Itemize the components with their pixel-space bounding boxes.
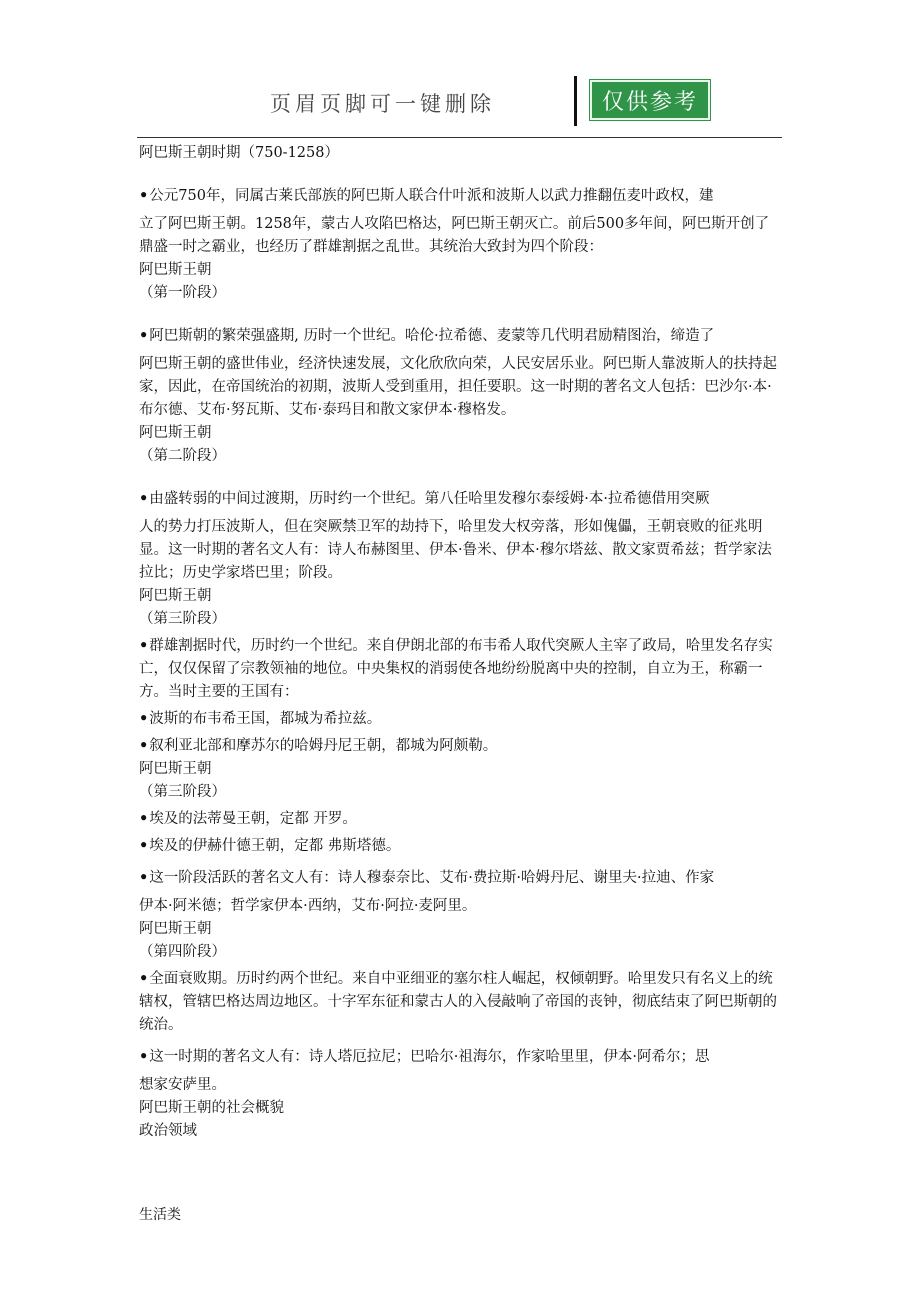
stage4-paragraph: • 全面衰败期。历时约两个世纪。来自中亚细亚的塞尔柱人崛起，权倾朝野。哈里发只有名义上的统辖权，管辖巴格达周边地区。十字军东征和蒙古人的入侵敲响了帝国的丧钟，彻底结束了阿巴斯朝的统治。 xyxy=(139,967,781,1037)
stage2-line1: • 由盛转弱的中间过渡期，历时约一个世纪。第八任哈里发穆尔泰绥姆·本·拉希德借用突厥 xyxy=(139,482,781,516)
kingdom-item: • 埃及的法蒂曼王朝，定都 开罗。 xyxy=(139,807,781,831)
document-title: 阿巴斯王朝时期（750-1258） xyxy=(139,145,339,161)
stage1-rest: 阿巴斯王朝的盛世伟业，经济快速发展，文化欣欣向荣，人民安居乐业。阿巴斯人靠波斯人的扶持起家，因此，在帝国统治的初期，波斯人受到重用，担任要职。这一时期的著名文人包括：巴沙尔·本·布尔德、艾布·努瓦斯、艾布·泰玛目和散文家伊本·穆格发。 xyxy=(139,356,777,418)
stage4-writers-line1: • 这一时期的著名文人有：诗人塔厄拉尼；巴哈尔·祖海尔，作家哈里里，伊本·阿希尔；思 xyxy=(139,1040,781,1074)
stage-label: （第四阶段） xyxy=(139,944,226,960)
section-heading: 阿巴斯王朝 xyxy=(139,262,212,278)
header-rule xyxy=(137,137,782,138)
stage3-writers-line1: • 这一阶段活跃的著名文人有：诗人穆泰奈比、艾布·费拉斯·哈姆丹尼、谢里夫·拉迪、作家 xyxy=(139,861,781,895)
stage-label: （第三阶段） xyxy=(139,784,226,800)
stage-label: （第一阶段） xyxy=(139,285,226,301)
header-divider xyxy=(574,76,577,126)
society-heading: 阿巴斯王朝的社会概貌 xyxy=(139,1100,284,1116)
stage3-writers-rest: 伊本·阿米德；哲学家伊本·西纳，艾布·阿拉·麦阿里。 xyxy=(139,898,477,914)
kingdom-item: • 埃及的伊赫什德王朝，定都 弗斯塔德。 xyxy=(139,834,781,858)
politics-heading: 政治领域 xyxy=(139,1123,197,1139)
stage3-paragraph: • 群雄割据时代，历时约一个世纪。来自伊朗北部的布韦希人取代突厥人主宰了政局，哈里发名存实亡，仅仅保留了宗教领袖的地位。中央集权的消弱使各地纷纷脱离中央的控制，自立为王，称霸一方。当时主要的王国有： xyxy=(139,634,781,704)
stage4-writers-rest: 想家安萨里。 xyxy=(139,1077,226,1093)
stage-label: （第二阶段） xyxy=(139,448,226,464)
stage1-line1: • 阿巴斯朝的繁荣强盛期, 历时一个世纪。哈伦·拉希德、麦蒙等几代明君励精图治，缔造了 xyxy=(139,319,781,353)
footer-category-label: 生活类 xyxy=(139,1207,181,1223)
document-body xyxy=(139,142,781,1143)
intro-rest: 立了阿巴斯王朝。1258年，蒙古人攻陷巴格达，阿巴斯王朝灭亡。前后500多年间，阿巴斯开创了鼎盛一时之霸业，也经历了群雄割据之乱世。其统治大致封为四个阶段： xyxy=(139,216,770,255)
reference-only-badge: 仅供参考 xyxy=(590,80,710,120)
header-watermark-text: 页眉页脚可一键删除 xyxy=(270,92,495,116)
intro-line1: • 公元750年，同属古莱氏部族的阿巴斯人联合什叶派和波斯人以武力推翻伍麦叶政权，建 xyxy=(139,179,781,213)
kingdom-item: • 叙利亚北部和摩苏尔的哈姆丹尼王朝，都城为阿颇勒。 xyxy=(139,734,781,758)
kingdom-item: • 波斯的布韦希王国，都城为希拉兹。 xyxy=(139,707,781,731)
section-heading: 阿巴斯王朝 xyxy=(139,761,212,777)
section-heading: 阿巴斯王朝 xyxy=(139,921,212,937)
stage2-rest: 人的势力打压波斯人，但在突厥禁卫军的劫持下，哈里发大权旁落，形如傀儡，王朝衰败的征兆明显。这一时期的著名文人有：诗人布赫图里、伊本·鲁米、伊本·穆尔塔兹、散文家贾希兹；哲学家法拉比；历史学家塔巴里；阶段。 xyxy=(139,519,772,581)
section-heading: 阿巴斯王朝 xyxy=(139,425,212,441)
section-heading: 阿巴斯王朝 xyxy=(139,588,212,604)
stage-label: （第三阶段） xyxy=(139,611,226,627)
